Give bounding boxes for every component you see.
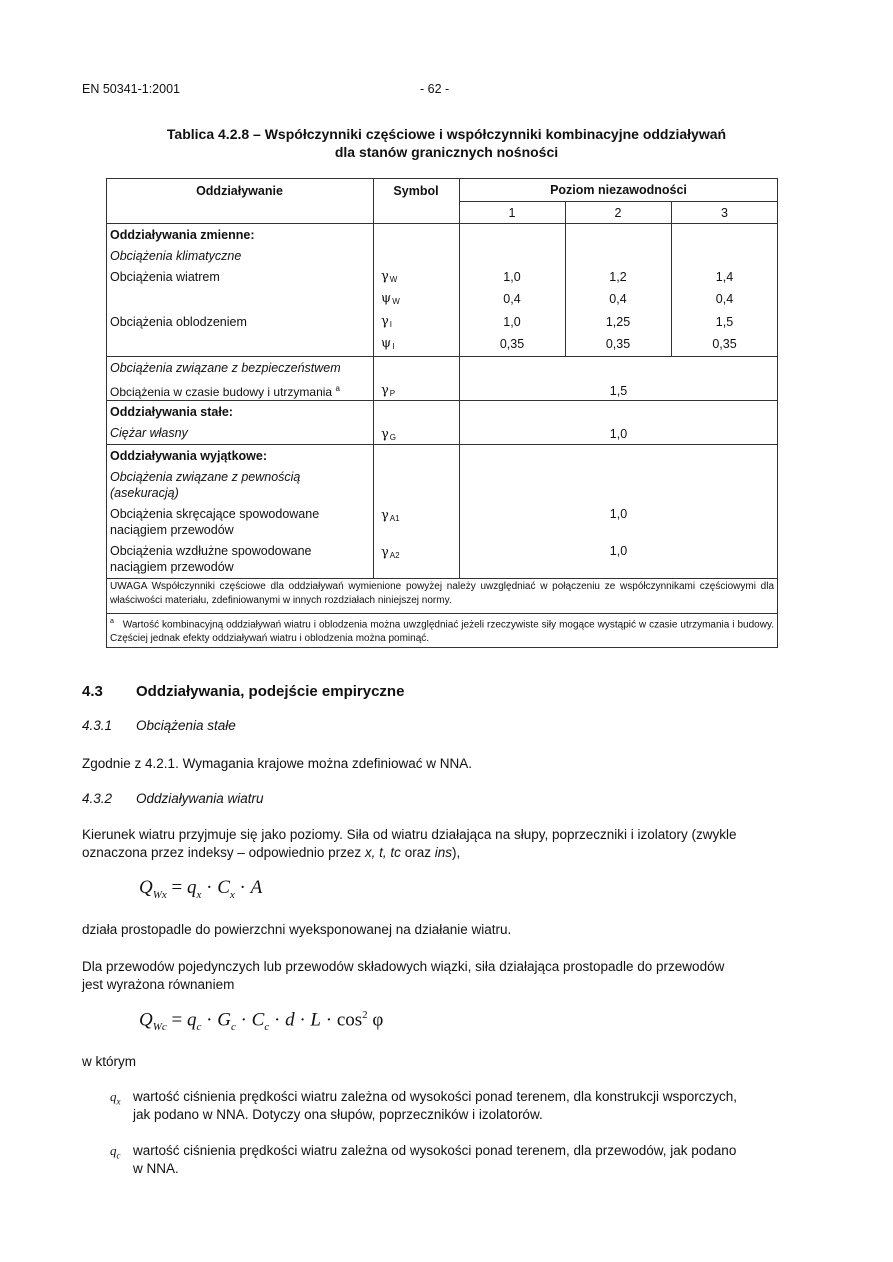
definition-qc-text-line2: w NNA. <box>133 1161 179 1176</box>
torsional-loads-label-cont: naciągiem przewodów <box>110 523 234 537</box>
formula-wind-force-conductors: $Q_{Wc} = q_c \cdot G_c \cdot C_c \cdot d \cdot L \cdot \cos^2 \varphi$ <box>139 1009 384 1034</box>
table-footnote-a: $^a$ Wartość kombinacyjną oddziaływań wiatru i oblodzenia można uwzględniać jeżeli rzeczywiste siły mogące wystąpić w czasie utrzymania i budowy. Częściej jednak efekty oddziaływań wiatru i oblodzenia można pominąć. <box>110 618 774 645</box>
ice-loads-label: Obciążenia oblodzeniem <box>110 315 247 329</box>
section-number: 4.3 <box>82 683 103 700</box>
psi-i-level-1: 0,35 <box>499 337 525 351</box>
self-weight-label: Ciężar własny <box>110 426 188 440</box>
symbol-gamma-i: $\gamma_I$ <box>381 314 393 329</box>
definition-qc-symbol: $q_c$ <box>110 1143 121 1161</box>
paragraph-where: w którym <box>82 1054 136 1069</box>
header-reliability-level: Poziom niezawodności <box>550 183 687 197</box>
symbol-gamma-w: $\gamma_W$ <box>381 269 398 284</box>
construction-loads-label: Obciążenia w czasie budowy i utrzymania $^a$ <box>110 384 340 399</box>
psi-i-level-3: 0,35 <box>712 337 737 351</box>
longitudinal-loads-label-cont: naciągiem przewodów <box>110 560 234 574</box>
header-action: Oddziaływanie <box>196 184 283 198</box>
table-caption-line2: dla stanów granicznych nośności <box>334 144 559 160</box>
gamma-i-level-1: 1,0 <box>503 315 521 329</box>
wind-loads-label: Obciążenia wiatrem <box>110 270 220 284</box>
subsection-2-number: 4.3.2 <box>82 791 113 806</box>
gamma-p-value: 1,5 <box>609 384 628 398</box>
paragraph-acts-perpendicular: działa prostopadle do powierzchni wyeksponowanej na działanie wiatru. <box>82 922 512 937</box>
subsection-1-number: 4.3.1 <box>82 718 113 733</box>
psi-w-level-3: 0,4 <box>715 292 734 306</box>
formula-wind-force-supports: $Q_{Wx} = q_x \cdot C_x \cdot A$ <box>139 877 263 901</box>
safety-loads-label: Obciążenia związane z bezpieczeństwem <box>110 361 341 375</box>
partial-factors-table <box>106 178 778 648</box>
header-level-3: 3 <box>721 206 728 220</box>
symbol-gamma-a2: $\gamma_{A2}$ <box>381 545 400 560</box>
header-level-2: 2 <box>614 206 622 220</box>
torsional-loads-label: Obciążenia skręcające spowodowane <box>110 507 320 521</box>
psi-w-level-1: 0,4 <box>503 292 521 306</box>
symbol-gamma-p: $\gamma_P$ <box>381 383 396 398</box>
page-number: - 62 - <box>420 82 450 96</box>
paragraph-conductors-line2: jest wyrażona równaniem <box>82 977 235 992</box>
permanent-actions-heading: Oddziaływania stałe: <box>110 405 233 419</box>
gamma-a2-value: 1,0 <box>609 544 628 558</box>
gamma-i-level-2: 1,25 <box>605 315 631 329</box>
table-note: UWAGA Współczynniki częściowe dla oddziaływań wymienione powyżej należy uwzględniać w połączeniu ze współczynnikami częściowymi dla właściwości materiału, zdefiniowanymi w innych rozdziałach niniejszej normy. <box>110 581 774 606</box>
security-loads-label-cont: (asekuracją) <box>110 486 179 500</box>
accidental-actions-heading: Oddziaływania wyjątkowe: <box>110 449 267 463</box>
header-symbol: Symbol <box>393 184 439 198</box>
security-loads-label: Obciążenia związane z pewnością <box>110 470 301 484</box>
symbol-gamma-g: $\gamma_G$ <box>381 427 397 442</box>
gamma-w-level-2: 1,2 <box>609 270 627 284</box>
subsection-1-text: Zgodnie z 4.2.1. Wymagania krajowe można zdefiniować w NNA. <box>82 756 473 771</box>
table-caption-line1: Tablica 4.2.8 – Współczynniki częściowe i współczynniki kombinacyjne oddziaływań <box>166 126 727 142</box>
gamma-a1-value: 1,0 <box>609 507 628 521</box>
subsection-1-title: Obciążenia stałe <box>136 718 236 733</box>
gamma-w-level-3: 1,4 <box>715 270 734 284</box>
paragraph-conductors-line1: Dla przewodów pojedynczych lub przewodów składowych wiązki, siła działająca prostopadle do przewodów <box>82 959 725 974</box>
variable-actions-heading: Oddziaływania zmienne: <box>110 228 255 242</box>
symbol-gamma-a1: $\gamma_{A1}$ <box>381 508 400 523</box>
document-id: EN 50341-1:2001 <box>82 82 180 96</box>
psi-w-level-2: 0,4 <box>609 292 627 306</box>
longitudinal-loads-label: Obciążenia wzdłużne spowodowane <box>110 544 312 558</box>
section-title: Oddziaływania, podejście empiryczne <box>136 683 405 700</box>
gamma-g-value: 1,0 <box>609 427 628 441</box>
climatic-loads-label: Obciążenia klimatyczne <box>110 249 242 263</box>
definition-qx-text-line1: wartość ciśnienia prędkości wiatru zależna od wysokości ponad terenem, dla konstrukcji wsporczych, <box>133 1089 738 1104</box>
gamma-w-level-1: 1,0 <box>503 270 521 284</box>
definition-qc-text-line1: wartość ciśnienia prędkości wiatru zależna od wysokości ponad terenem, dla przewodów, jak podano <box>133 1143 737 1158</box>
paragraph-wind-direction-line2: oznaczona przez indeksy – odpowiednio przez x, t, tc oraz ins), <box>82 845 461 860</box>
psi-i-level-2: 0,35 <box>605 337 631 351</box>
definition-qx-text-line2: jak podano w NNA. Dotyczy ona słupów, poprzeczników i izolatorów. <box>133 1107 543 1122</box>
definition-qx-symbol: $q_x$ <box>110 1089 121 1107</box>
symbol-psi-w: $\psi_W$ <box>381 291 400 306</box>
symbol-psi-i: $\psi_I$ <box>381 336 395 351</box>
gamma-i-level-3: 1,5 <box>715 315 734 329</box>
header-level-1: 1 <box>508 206 516 220</box>
paragraph-wind-direction-line1: Kierunek wiatru przyjmuje się jako poziomy. Siła od wiatru działająca na słupy, poprzeczniki i izolatory (zwykle <box>82 827 737 842</box>
subsection-2-title: Oddziaływania wiatru <box>136 791 264 806</box>
